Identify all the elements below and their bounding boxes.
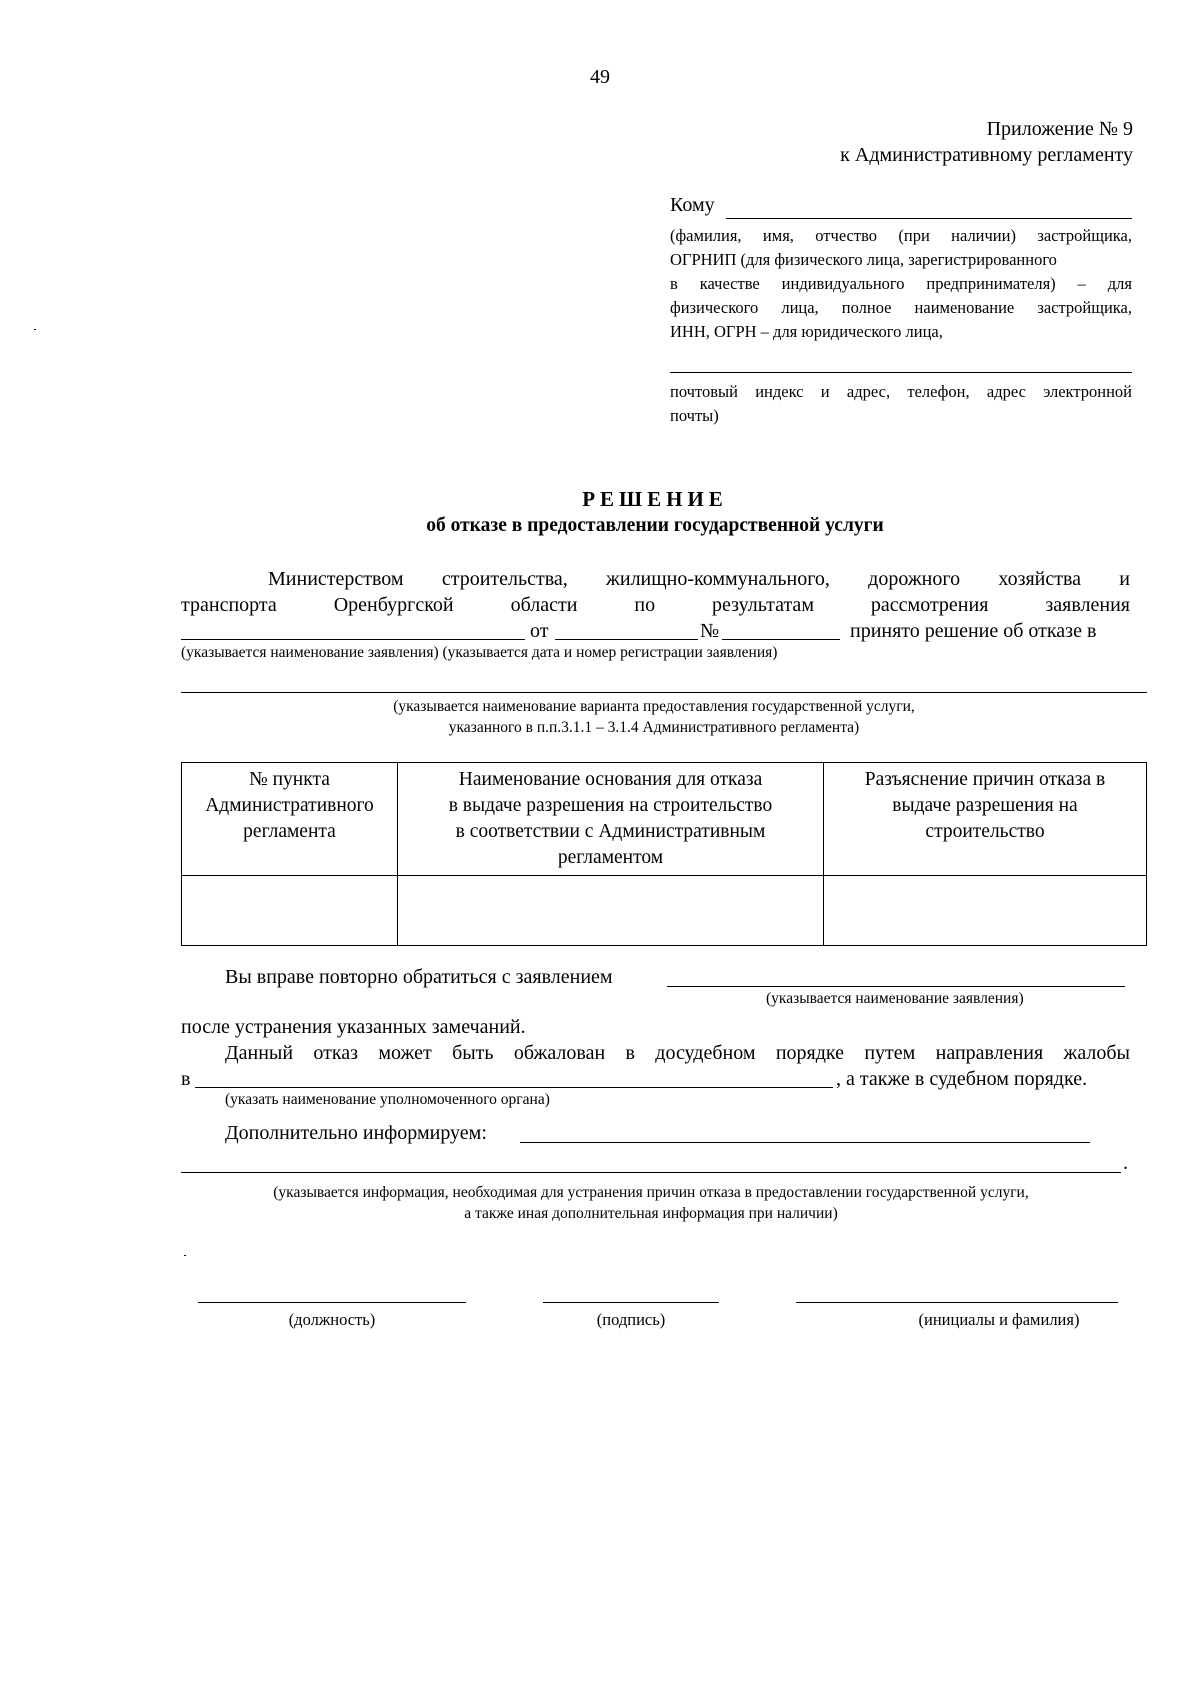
additional-info-line-2 bbox=[181, 1172, 1121, 1173]
service-variant-line bbox=[181, 692, 1147, 693]
additional-end-dot: . bbox=[1123, 1152, 1128, 1174]
header-cell-line: регламента bbox=[243, 821, 336, 842]
application-number-line bbox=[722, 639, 840, 640]
intro-line-1: Министерством строительства, жилищно-коммунального, дорожного хозяйства и bbox=[268, 568, 1130, 590]
refusal-grounds-table bbox=[181, 762, 1147, 946]
additional-hint-2: а также иная дополнительная информация при наличии) bbox=[464, 1205, 838, 1222]
table-cell bbox=[824, 876, 1147, 946]
signature-line bbox=[543, 1302, 719, 1303]
appeal-authority-line bbox=[195, 1087, 833, 1088]
header-cell-line: строительство bbox=[925, 821, 1045, 842]
appeal-hint: (указать наименование уполномоченного органа) bbox=[225, 1091, 550, 1108]
intro-line-2: транспорта Оренбургской области по результатам рассмотрения заявления bbox=[181, 594, 1130, 616]
additional-hint-1: (указывается информация, необходимая для устранения причин отказа в предоставлении государственной услуги, bbox=[273, 1184, 1029, 1201]
position-caption: (должность) bbox=[288, 1310, 376, 1329]
header-cell-line: № пункта bbox=[249, 769, 330, 790]
margin-mark bbox=[184, 1255, 186, 1256]
recipient-field-line bbox=[726, 218, 1132, 219]
table-header-row bbox=[182, 763, 1147, 876]
appendix-reference: к Административному регламенту bbox=[840, 144, 1133, 166]
reapply-hint: (указывается наименование заявления) bbox=[766, 990, 1024, 1007]
name-line bbox=[796, 1302, 1118, 1303]
appeal-prefix: в bbox=[181, 1068, 191, 1090]
recipient-hint-1: (фамилия, имя, отчество (при наличии) застройщика, bbox=[670, 226, 1132, 245]
recipient-hint-5: ИНН, ОГРН – для юридического лица, bbox=[670, 322, 943, 341]
variant-hint-2: указанного в п.п.3.1.1 – 3.1.4 Административного регламента) bbox=[448, 719, 860, 736]
page-number: 49 bbox=[590, 66, 610, 88]
header-reason-explanation bbox=[824, 763, 1147, 876]
appeal-suffix: , а также в судебном порядке. bbox=[836, 1068, 1088, 1090]
intro-number-sign: № bbox=[700, 620, 720, 642]
document-subtitle: об отказе в предоставлении государственной услуги bbox=[426, 515, 884, 536]
recipient-hint-2: ОГРНИП (для физического лица, зарегистрированного bbox=[670, 250, 1057, 269]
application-hint: (указывается наименование заявления) (указывается дата и номер регистрации заявления) bbox=[181, 644, 778, 661]
application-date-line bbox=[555, 639, 698, 640]
header-cell-line: Разъяснение причин отказа в bbox=[864, 769, 1106, 790]
appeal-line-1: Данный отказ может быть обжалован в досудебном порядке путем направления жалобы bbox=[225, 1042, 1130, 1064]
intro-from: от bbox=[530, 620, 549, 642]
recipient-hint-4: физического лица, полное наименование застройщика, bbox=[670, 298, 1132, 317]
header-cell-line: в выдаче разрешения на строительство bbox=[448, 795, 773, 816]
table-cell bbox=[182, 876, 398, 946]
recipient-hint-3: в качестве индивидуального предпринимателя) – для bbox=[670, 274, 1132, 293]
table-cell bbox=[398, 876, 824, 946]
application-name-line bbox=[181, 639, 525, 640]
margin-mark bbox=[34, 329, 36, 330]
reapply-text: Вы вправе повторно обратиться с заявлением bbox=[225, 966, 613, 988]
header-clause-number bbox=[182, 763, 398, 876]
document-title: РЕШЕНИЕ bbox=[582, 487, 728, 511]
table-row bbox=[182, 876, 1147, 946]
address-hint-1: почтовый индекс и адрес, телефон, адрес электронной bbox=[670, 382, 1132, 401]
additional-info-line-1 bbox=[520, 1142, 1090, 1143]
additional-label: Дополнительно информируем: bbox=[225, 1122, 487, 1144]
variant-hint-1: (указывается наименование варианта предоставления государственной услуги, bbox=[393, 698, 915, 715]
header-cell-line: в соответствии с Административным bbox=[455, 821, 766, 842]
signature-caption: (подпись) bbox=[596, 1310, 666, 1329]
name-caption: (инициалы и фамилия) bbox=[918, 1310, 1080, 1329]
appendix-title: Приложение № 9 bbox=[986, 118, 1133, 140]
recipient-label: Кому bbox=[670, 194, 715, 216]
reapply-application-line bbox=[667, 986, 1125, 987]
header-cell-line: Наименование основания для отказа bbox=[458, 769, 763, 790]
header-cell-line: выдаче разрешения на bbox=[892, 795, 1078, 816]
address-hint-2: почты) bbox=[670, 406, 719, 425]
header-cell-line: регламентом bbox=[557, 847, 664, 868]
reapply-after: после устранения указанных замечаний. bbox=[181, 1016, 526, 1038]
header-cell-line: Административного bbox=[205, 795, 374, 816]
address-field-line bbox=[670, 372, 1132, 373]
intro-decision: принято решение об отказе в bbox=[850, 620, 1097, 642]
position-line bbox=[198, 1302, 466, 1303]
header-ground-name bbox=[398, 763, 824, 876]
